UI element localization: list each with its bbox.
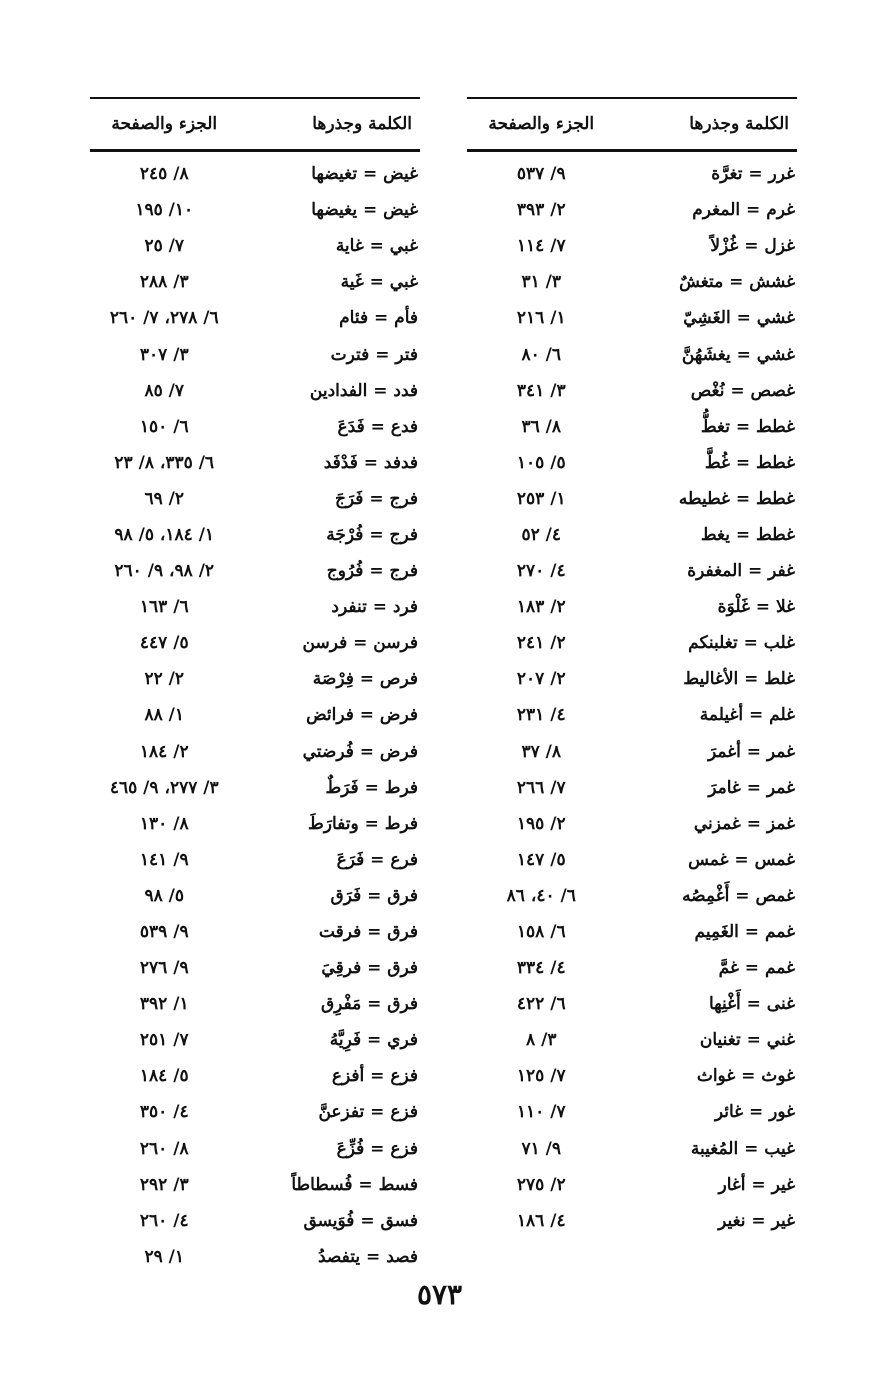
ref-cell: ٣/ ٨ [526,1030,557,1051]
word-cell: فدع = فَدَعَ [337,416,418,437]
word-cell: فدد = الفدادين [309,380,418,401]
word-cell: غشي = الغَشِيّ [683,308,795,329]
ref-cell: ٢/ ١٨٤ [139,741,189,762]
table-row [90,589,420,625]
table-row [90,264,420,300]
word-cell: غيب = المُغيبة [690,1138,795,1159]
word-cell: غمم = الغَمِيم [694,922,795,943]
ref-cell: ٥/ ١٠٥ [516,452,566,473]
word-cell: غلم = أغيلمة [699,705,795,726]
word-cell: غير = أغار [718,1174,795,1195]
table-row [467,192,797,228]
ref-cell: ١/ ١٨٤، ٥/ ٩٨ [114,524,215,545]
table-row [467,878,797,914]
ref-cell: ١/ ٨٨ [144,705,185,726]
table-row [90,661,420,697]
table-row [467,986,797,1022]
table-row [467,481,797,517]
ref-cell: ٣/ ٣٤١ [516,380,566,401]
word-cell: فزع = فُزِّعَ [336,1138,418,1159]
word-cell: غبي = غاية [335,236,418,257]
table-row [90,192,420,228]
ref-cell: ٦/ ٣٣٥، ٨/ ٢٣ [114,452,215,473]
ref-cell: ٨/ ٢٤٥ [139,164,189,185]
ref-cell: ٧/ ٢٦٦ [516,777,566,798]
word-cell: غلب = تغلبنكم [688,633,795,654]
table-row [467,1131,797,1167]
table-row [467,1167,797,1203]
word-cell: غنى = أَغْنِها [708,994,795,1015]
ref-column-header: الجزء والصفحة [111,114,218,134]
word-cell: فصد = يتفصدُ [318,1246,418,1267]
table-row [90,986,420,1022]
ref-cell: ٧/ ٢٥ [144,236,185,257]
word-cell: غرم = المغرم [692,200,795,221]
table-row [467,734,797,770]
ref-cell: ١/ ٢٩ [144,1246,185,1267]
table-row [90,445,420,481]
ref-cell: ٢/ ٢٤١ [516,633,566,654]
ref-cell: ٢/ ٣٩٣ [516,200,566,221]
ref-cell: ٣/ ٢٩٢ [139,1174,189,1195]
word-cell: فرع = فَرَعَ [336,849,418,870]
ref-cell: ٥/ ١٤٧ [516,849,566,870]
table-row [90,697,420,733]
ref-cell: ٨/ ٢٦٠ [139,1138,189,1159]
table-row [90,1022,420,1058]
word-cell: فرط = وتفارَطَ [308,813,418,834]
table-row [467,336,797,372]
ref-cell: ٢/ ٢٢ [144,669,185,690]
word-cell: غشي = يغشَهُنَّ [681,344,795,365]
table-header [467,97,797,152]
ref-cell: ٥/ ٩٨ [144,885,185,906]
word-cell: غصص = نُغْص [690,380,795,401]
ref-cell: ٦/ ١٥٠ [139,416,189,437]
ref-cell: ٤/ ٢٧٠ [516,561,566,582]
word-cell: غيض = تغيضها [311,164,418,185]
ref-cell: ٣/ ٣١ [521,272,562,293]
table-row [467,1203,797,1239]
word-cell: فزع = أفزع [331,1066,418,1087]
table-row [90,517,420,553]
table-row [467,1022,797,1058]
table-row [90,625,420,661]
word-cell: غزل = غُزْلاً [710,236,795,257]
ref-cell: ٩/ ٢٧٦ [139,958,189,979]
table-row [467,770,797,806]
word-cell: فدفد = فَدْفَد [323,452,418,473]
table-row [90,373,420,409]
word-cell: غير = نغير [718,1210,795,1231]
table-row [90,553,420,589]
ref-cell: ١٠/ ١٩٥ [135,200,194,221]
word-column-header: الكلمة وجذرها [689,114,789,134]
word-cell: فزع = تفزعنَّ [318,1102,418,1123]
table-row [90,734,420,770]
ref-cell: ٩/ ٥٣٩ [139,922,189,943]
table-row [467,1058,797,1094]
table-row [90,336,420,372]
table-row [90,409,420,445]
ref-cell: ٧/ ١١٠ [516,1102,566,1123]
word-cell: غلا = غَلْوَة [717,597,795,618]
ref-cell: ٣/ ٣٠٧ [139,344,189,365]
ref-cell: ٢/ ٩٨، ٩/ ٢٦٠ [114,561,215,582]
table-row [467,300,797,336]
table-row [90,1239,420,1275]
ref-cell: ٩/ ٥٣٧ [516,164,566,185]
word-cell: غبي = غَية [340,272,418,293]
ref-column-header: الجزء والصفحة [488,114,595,134]
ref-cell: ٥/ ٤٤٧ [139,633,189,654]
table-row [90,1058,420,1094]
table-row [467,950,797,986]
table-row [467,264,797,300]
word-cell: فري = فَرِيَّهُ [329,1030,418,1051]
ref-cell: ٦/ ٤٠، ٨٦ [506,885,576,906]
word-cell: فرج = فَرَجَ [334,488,418,509]
ref-cell: ٢/ ٢٧٥ [516,1174,566,1195]
word-cell: غمر = غامرَ [708,777,795,798]
ref-cell: ٤/ ٣٣٤ [516,958,566,979]
word-cell: فرج = فُرُوج [326,561,418,582]
table-row [90,878,420,914]
table-row [467,517,797,553]
table-row [90,300,420,336]
word-cell: غلط = الأغاليط [683,669,795,690]
ref-cell: ٤/ ٣٥٠ [139,1102,189,1123]
ref-cell: ٦/ ٨٠ [521,344,562,365]
ref-cell: ٤/ ١٨٦ [516,1210,566,1231]
ref-cell: ٩/ ١٤١ [139,849,189,870]
word-cell: فرسن = فرسن [302,633,418,654]
ref-cell: ٩/ ٧١ [521,1138,562,1159]
word-cell: فرض = فرائض [306,705,418,726]
word-cell: غمص = أَغْمِصُه [682,885,795,906]
word-cell: فرج = فُرْجَة [326,524,418,545]
word-column-header: الكلمة وجذرها [312,114,412,134]
word-cell: غطط = يغط [700,524,795,545]
word-cell: غفر = المغفرة [687,561,795,582]
ref-cell: ٤/ ٢٣١ [516,705,566,726]
index-table-left [90,97,420,1275]
ref-cell: ٧/ ١٢٥ [516,1066,566,1087]
ref-cell: ١/ ٢٥٣ [516,488,566,509]
table-body [467,156,797,1239]
word-cell: غني = تغنيان [699,1030,795,1051]
table-row [90,1167,420,1203]
word-cell: غور = غائر [714,1102,795,1123]
word-cell: فرط = فَرَطٌ [325,777,418,798]
word-cell: فسق = فُوَيسق [303,1210,418,1231]
table-row [90,842,420,878]
ref-cell: ٨/ ٣٦ [521,416,562,437]
table-row [90,770,420,806]
ref-cell: ٣/ ٢٧٧، ٩/ ٤٦٥ [109,777,219,798]
ref-cell: ٢/ ٦٩ [144,488,185,509]
table-row [90,950,420,986]
word-cell: فرد = تنفرد [331,597,418,618]
word-cell: غشش = متغشٌ [679,272,795,293]
word-cell: فرق = مَفْرِق [320,994,418,1015]
word-cell: غمز = غمزني [693,813,795,834]
table-row [90,806,420,842]
word-cell: غمر = أغمرَ [707,741,795,762]
table-row [467,697,797,733]
word-cell: غمم = غمَّ [718,958,795,979]
ref-cell: ٧/ ١١٤ [516,236,566,257]
ref-cell: ٧/ ٨٥ [144,380,185,401]
word-cell: فرق = فرقت [318,922,418,943]
ref-cell: ٨/ ١٣٠ [139,813,189,834]
word-cell: غمس = غمس [688,849,795,870]
table-row [467,806,797,842]
table-body [90,156,420,1275]
word-cell: فرص = فِرْصَة [312,669,418,690]
table-row [90,228,420,264]
word-cell: غطط = غُطَّ [704,452,795,473]
ref-cell: ٧/ ٢٥١ [139,1030,189,1051]
page-number: ٥٧٣ [416,1278,463,1311]
ref-cell: ٥/ ١٨٤ [139,1066,189,1087]
table-row [90,481,420,517]
ref-cell: ٢/ ١٨٣ [516,597,566,618]
ref-cell: ٢/ ٢٠٧ [516,669,566,690]
word-cell: فتر = فترت [330,344,418,365]
table-header [90,97,420,152]
table-row [90,156,420,192]
word-cell: غيض = يغيضها [311,200,418,221]
table-row [90,1131,420,1167]
ref-cell: ١/ ٣٩٢ [139,994,189,1015]
ref-cell: ٤/ ٢٦٠ [139,1210,189,1231]
table-row [90,1203,420,1239]
table-row [467,842,797,878]
ref-cell: ٨/ ٣٧ [521,741,562,762]
word-cell: فرق = فرقِيَ [321,958,418,979]
ref-cell: ٦/ ٢٧٨، ٧/ ٢٦٠ [109,308,219,329]
word-cell: فسط = فُسطاطاً [291,1174,418,1195]
ref-cell: ٦/ ١٦٣ [139,597,189,618]
word-cell: غطط = تغطُّ [700,416,795,437]
table-row [467,156,797,192]
table-row [90,914,420,950]
table-row [467,373,797,409]
table-row [467,1094,797,1130]
ref-cell: ٤/ ٥٢ [521,524,562,545]
word-cell: فأم = فئام [339,308,418,329]
table-row [467,914,797,950]
word-cell: غرر = تغرَّة [711,164,795,185]
ref-cell: ٦/ ١٥٨ [516,922,566,943]
table-row [467,445,797,481]
ref-cell: ٣/ ٢٨٨ [139,272,189,293]
table-row [467,228,797,264]
word-cell: غوث = غواث [696,1066,795,1087]
table-row [467,661,797,697]
ref-cell: ١/ ٢١٦ [516,308,566,329]
table-row [90,1094,420,1130]
ref-cell: ٦/ ٤٢٢ [516,994,566,1015]
table-row [467,553,797,589]
word-cell: فرض = فُرضتي [302,741,418,762]
table-row [467,625,797,661]
index-table-right [467,97,797,1239]
ref-cell: ٢/ ١٩٥ [516,813,566,834]
table-row [467,589,797,625]
table-row [467,409,797,445]
word-cell: غطط = غطيطه [678,488,795,509]
word-cell: فرق = فَرَق [330,885,418,906]
